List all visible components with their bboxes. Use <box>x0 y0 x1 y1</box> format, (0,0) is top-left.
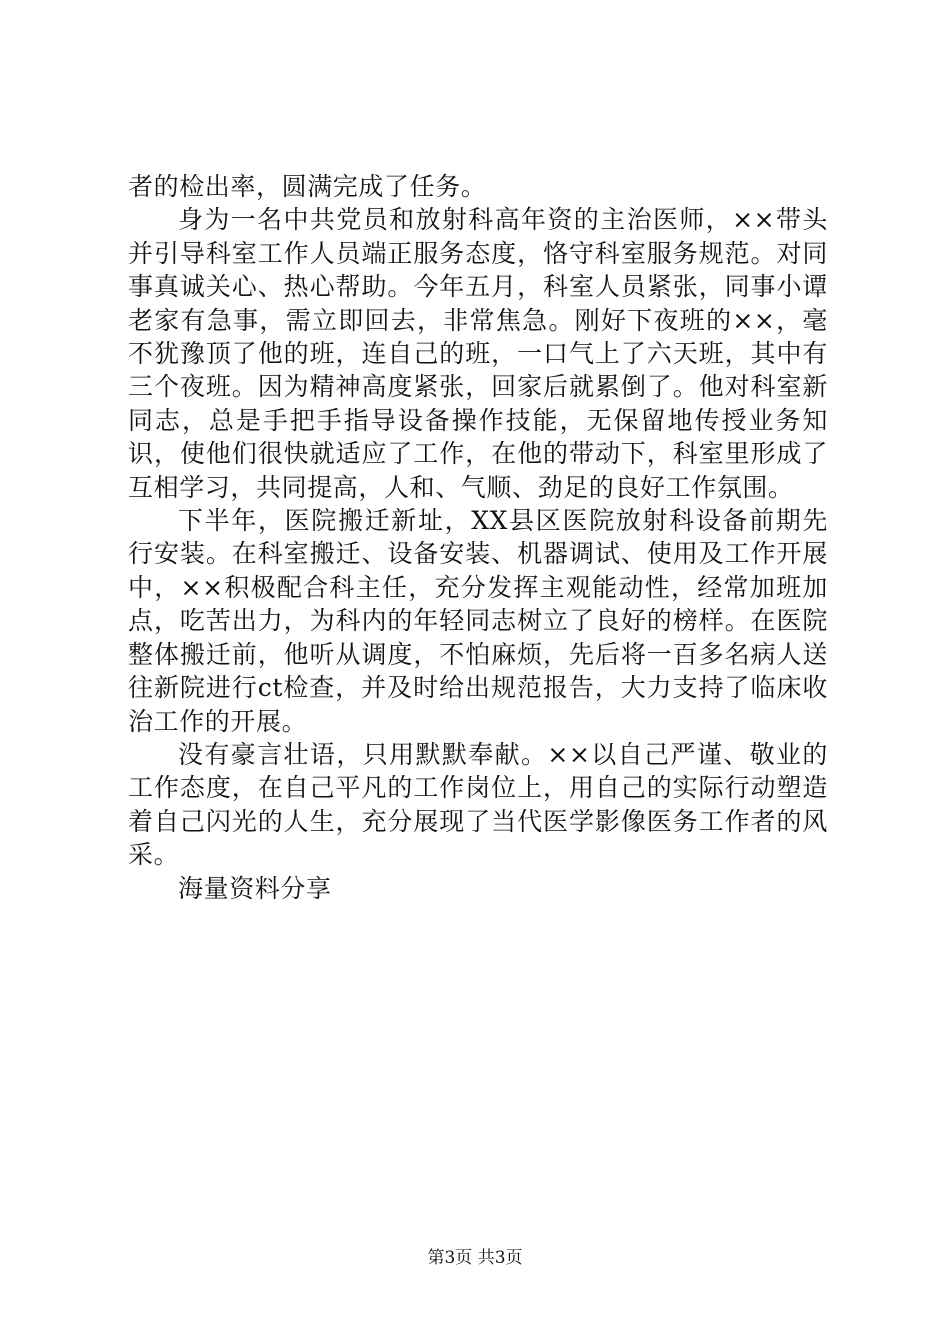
paragraph-conclusion: 没有豪言壮语，只用默默奉献。××以自己严谨、敬业的工作态度，在自己平凡的工作岗位上，用自己的实际行动塑造着自己闪光的人生，充分展现了当代医学影像医务工作者的风采。 <box>128 739 828 870</box>
paragraph-colleagues: 身为一名中共党员和放射科高年资的主治医师，××带头并引导科室工作人员端正服务态度，恪守科室服务规范。对同事真诚关心、热心帮助。今年五月，科室人员紧张，同事小谭老家有急事，需立即回去，非常焦急。刚好下夜班的××，毫不犹豫顶了他的班，连自己的班，一口气上了六天班，其中有三个夜班。因为精神高度紧张，回家后就累倒了。他对科室新同志，总是手把手指导设备操作技能，无保留地传授业务知识，使他们很快就适应了工作，在他的带动下，科室里形成了互相学习，共同提高，人和、气顺、劲足的良好工作氛围。 <box>128 205 828 502</box>
paragraph-continuation: 者的检出率，圆满完成了任务。 <box>128 172 487 201</box>
document-body <box>128 170 828 905</box>
paragraph-share-note: 海量资料分享 <box>178 873 332 903</box>
paragraph-relocation: 下半年，医院搬迁新址，XX县区医院放射科设备前期先行安装。在科室搬迁、设备安装、机器调试、使用及工作开展中，××积极配合科主任，充分发挥主观能动性，经常加班加点，吃苦出力，为科内的年轻同志树立了良好的榜样。在医院整体搬迁前，他听从调度，不怕麻烦，先后将一百多名病人送往新院进行ct检查，并及时给出规范报告，大力支持了临床收治工作的开展。 <box>128 506 828 736</box>
page-number-footer: 第3页 共3页 <box>427 1248 523 1268</box>
